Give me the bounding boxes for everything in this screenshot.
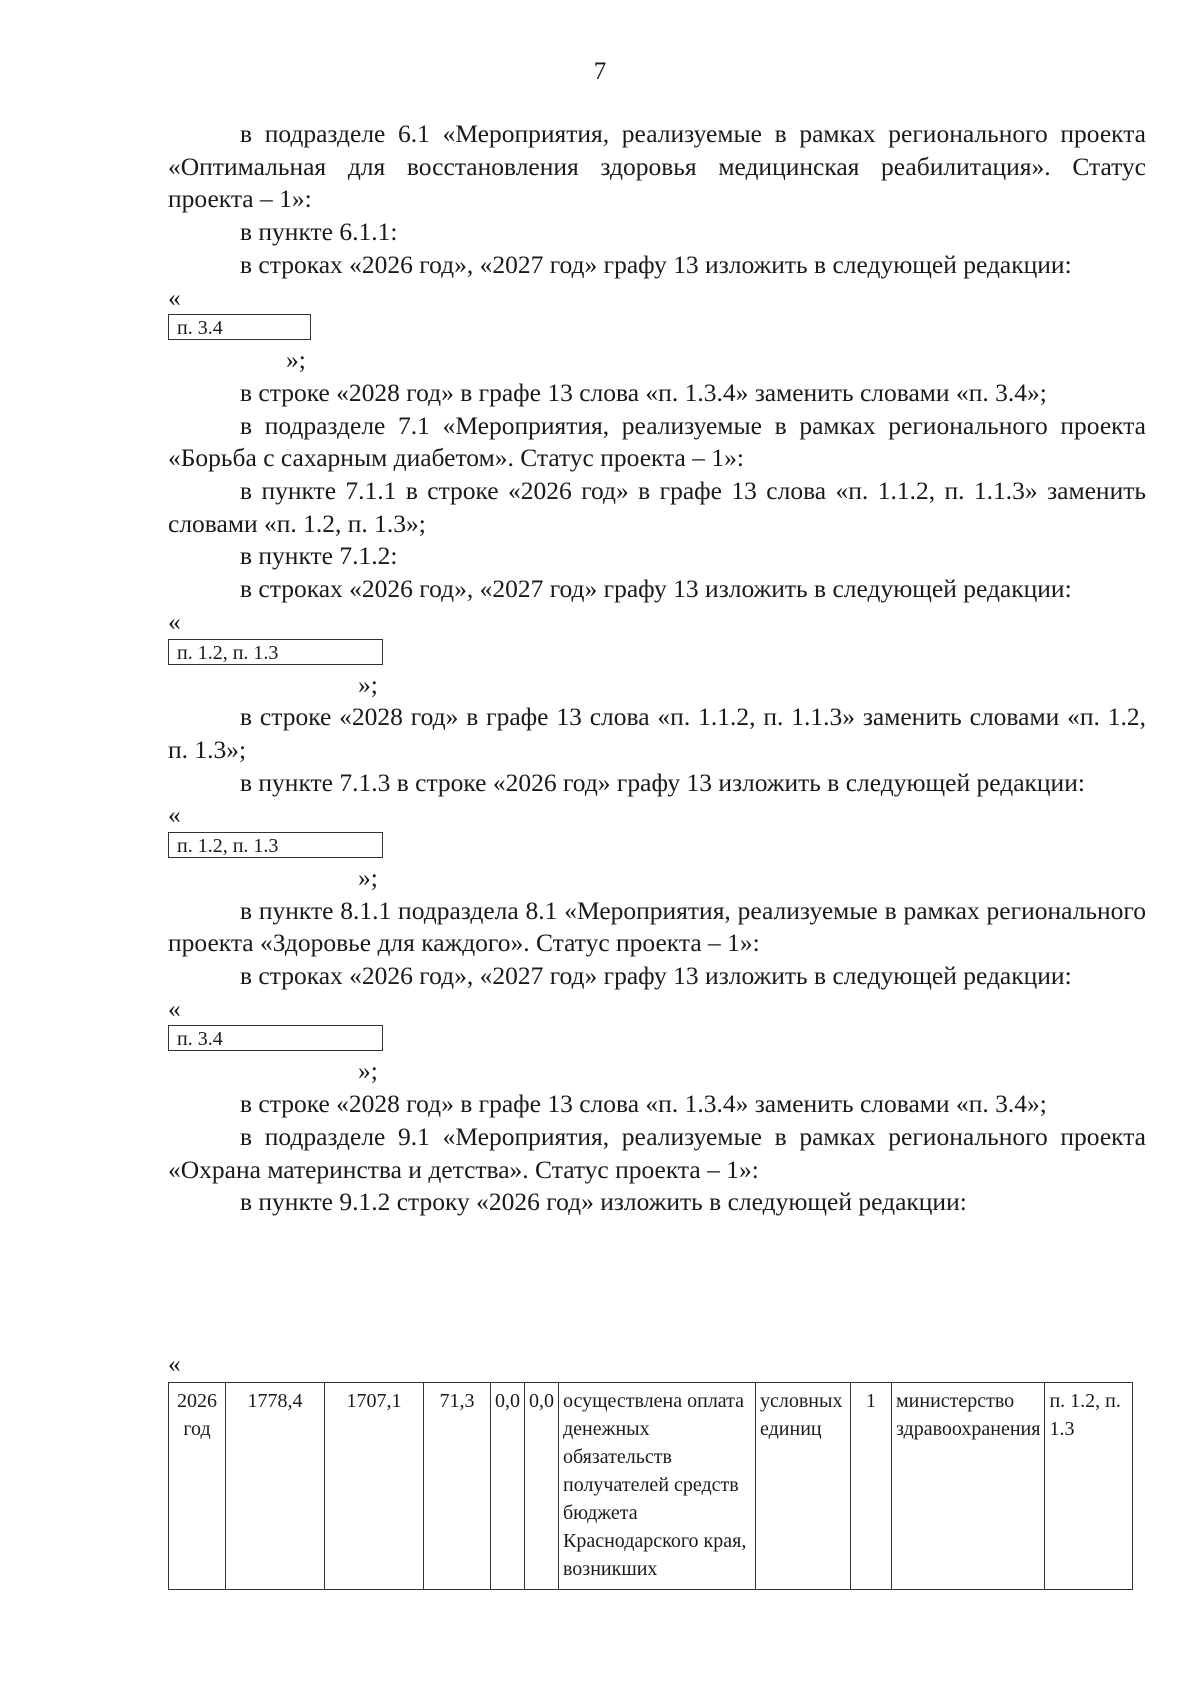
paragraph: в строке «2028 год» в графе 13 слова «п. 1.3.4» заменить словами «п. 3.4»; <box>240 377 1047 407</box>
opening-quote: « <box>168 282 181 312</box>
budget-cell: 71,3 <box>424 1383 491 1590</box>
opening-quote: « <box>168 606 181 636</box>
closing-quote: »; <box>358 862 378 892</box>
reference-cell: п. 1.2, п. 1.3 <box>1045 1383 1133 1590</box>
closing-quote: »; <box>286 345 306 375</box>
budget-cell: 1707,1 <box>325 1383 424 1590</box>
replacement-row-section <box>168 1348 1133 1590</box>
column-13-cell: п. 1.2, п. 1.3 <box>168 832 383 858</box>
paragraph: в строке «2028 год» в графе 13 слова «п. 1.1.2, п. 1.1.3» заменить словами «п. 1.2, п. 1.3»; <box>168 702 1146 764</box>
closing-quote: »; <box>358 669 378 699</box>
paragraph: в пункте 8.1.1 подраздела 8.1 «Мероприятия, реализуемые в рамках регионального проекта «Здоровье для каждого». Статус проекта – 1»: <box>168 895 1146 958</box>
replacement-row-table <box>168 1382 1133 1590</box>
document-body <box>168 118 1146 1219</box>
unit-cell: условных единиц <box>756 1383 851 1590</box>
paragraph: в пункте 7.1.3 в строке «2026 год» графу 13 изложить в следующей редакции: <box>240 767 1085 797</box>
organization-cell: министерство здравоохранения <box>892 1383 1045 1590</box>
paragraph: в строках «2026 год», «2027 год» графу 13 изложить в следующей редакции: <box>240 961 1072 991</box>
column-13-cell: п. 3.4 <box>168 314 311 340</box>
paragraph: в подразделе 9.1 «Мероприятия, реализуемые в рамках регионального проекта «Охрана материнства и детства». Статус проекта – 1»: <box>168 1121 1146 1184</box>
paragraph: в подразделе 6.1 «Мероприятия, реализуемые в рамках регионального проекта «Оптимальная для восстановления здоровья медицинская реабилитация». Статус проекта – 1»: <box>168 119 1146 214</box>
table-row <box>169 1383 1133 1590</box>
page-number: 7 <box>593 58 607 85</box>
paragraph: в строках «2026 год», «2027 год» графу 13 изложить в следующей редакции: <box>240 249 1072 279</box>
budget-cell: 0,0 <box>525 1383 559 1590</box>
budget-cell: 0,0 <box>491 1383 525 1590</box>
paragraph: в пункте 6.1.1: <box>240 217 398 247</box>
total-cell: 1778,4 <box>226 1383 325 1590</box>
opening-quote: « <box>168 1349 181 1378</box>
quantity-cell: 1 <box>851 1383 892 1590</box>
closing-quote: »; <box>358 1056 378 1086</box>
paragraph: в строке «2028 год» в графе 13 слова «п. 1.3.4» заменить словами «п. 3.4»; <box>240 1089 1047 1119</box>
paragraph: в пункте 9.1.2 строку «2026 год» изложить в следующей редакции: <box>240 1187 967 1217</box>
column-13-cell: п. 3.4 <box>168 1025 383 1051</box>
result-cell: осуществлена оплата денежных обязательств получателей средств бюджета Краснодарского края, возникших <box>559 1383 756 1590</box>
opening-quote: « <box>168 800 181 830</box>
paragraph: в строках «2026 год», «2027 год» графу 13 изложить в следующей редакции: <box>240 574 1072 604</box>
paragraph: в пункте 7.1.2: <box>240 541 398 571</box>
paragraph: в подразделе 7.1 «Мероприятия, реализуемые в рамках регионального проекта «Борьба с сахарным диабетом». Статус проекта – 1»: <box>168 410 1146 473</box>
paragraph: в пункте 7.1.1 в строке «2026 год» в графе 13 слова «п. 1.1.2, п. 1.1.3» заменить словами «п. 1.2, п. 1.3»; <box>168 476 1146 538</box>
opening-quote: « <box>168 993 181 1023</box>
column-13-cell: п. 1.2, п. 1.3 <box>168 639 383 665</box>
year-cell: 2026 год <box>169 1383 226 1590</box>
